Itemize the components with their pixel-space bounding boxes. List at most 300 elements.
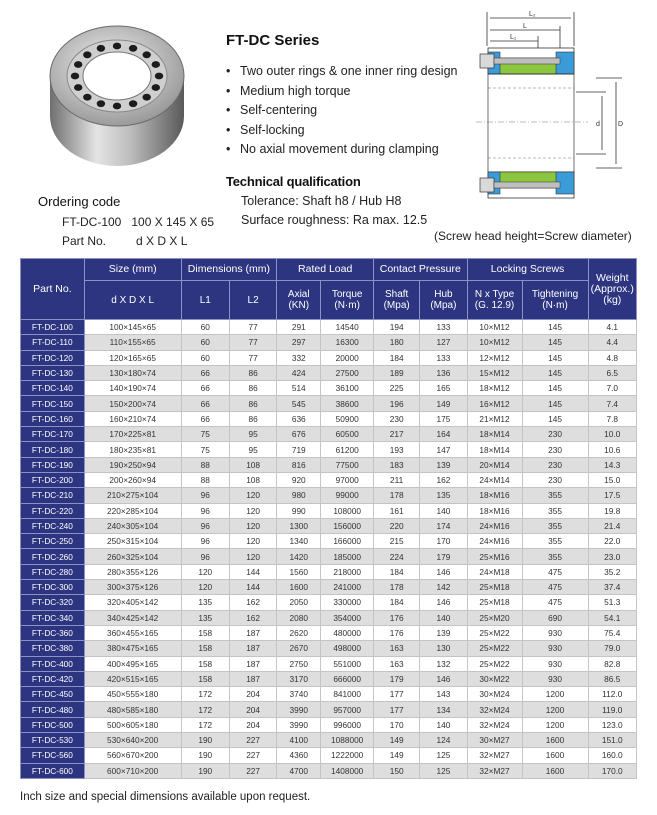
cell-nxtype: 25×M18 — [467, 595, 522, 610]
cell-l2: 120 — [229, 518, 276, 533]
cell-shaft: 180 — [374, 335, 420, 350]
subheader-torque: Torque (N·m) — [321, 281, 374, 320]
cell-weight: 75.4 — [588, 625, 636, 640]
table-row — [21, 365, 637, 380]
screw-note: (Screw head height=Screw diameter) — [434, 229, 632, 243]
cell-tightening: 355 — [522, 549, 588, 564]
cell-torque: 498000 — [321, 641, 374, 656]
bolt-head — [143, 94, 151, 101]
cell-hub: 125 — [420, 763, 467, 778]
spec-table — [20, 258, 637, 779]
cell-torque: 1408000 — [321, 763, 374, 778]
cell-l1: 96 — [181, 549, 229, 564]
cell-l2: 227 — [229, 748, 276, 763]
feature-item: • Self-centering — [240, 101, 458, 121]
cell-part-no: FT-DC-500 — [21, 717, 85, 732]
bolt-head — [83, 51, 91, 58]
cell-axial: 1420 — [277, 549, 321, 564]
cell-shaft: 215 — [374, 534, 420, 549]
header-locking-screws: Locking Screws — [467, 259, 588, 281]
bolt-head — [155, 73, 163, 80]
cell-axial: 3990 — [277, 702, 321, 717]
cell-shaft: 211 — [374, 472, 420, 487]
roughness-text: Surface roughness: Ra max. 12.5 — [241, 213, 428, 227]
cell-size: 500×605×180 — [84, 717, 181, 732]
header-dimensions: Dimensions (mm) — [181, 259, 277, 281]
cell-torque: 841000 — [321, 687, 374, 702]
cell-l1: 96 — [181, 534, 229, 549]
cell-weight: 23.0 — [588, 549, 636, 564]
tolerance-text: Tolerance: Shaft h8 / Hub H8 — [241, 194, 402, 208]
cell-part-no: FT-DC-110 — [21, 335, 85, 350]
cell-torque: 50900 — [321, 411, 374, 426]
cell-weight: 4.4 — [588, 335, 636, 350]
feature-item: • Two outer rings & one inner ring design — [240, 62, 458, 82]
technical-title: Technical qualification — [226, 174, 361, 189]
cell-l2: 162 — [229, 610, 276, 625]
cell-l1: 190 — [181, 763, 229, 778]
cell-torque: 354000 — [321, 610, 374, 625]
cell-nxtype: 18×M14 — [467, 427, 522, 442]
cell-axial: 816 — [277, 457, 321, 472]
cell-hub: 165 — [420, 381, 467, 396]
cell-axial: 1340 — [277, 534, 321, 549]
cell-l2: 187 — [229, 656, 276, 671]
cell-weight: 123.0 — [588, 717, 636, 732]
cell-weight: 22.0 — [588, 534, 636, 549]
header-contact-pressure: Contact Pressure — [374, 259, 467, 281]
cell-nxtype: 20×M14 — [467, 457, 522, 472]
cell-nxtype: 10×M12 — [467, 335, 522, 350]
cell-hub: 133 — [420, 350, 467, 365]
cell-shaft: 230 — [374, 411, 420, 426]
cell-torque: 97000 — [321, 472, 374, 487]
cell-tightening: 1600 — [522, 748, 588, 763]
footnote: Inch size and special dimensions available upon request. — [20, 791, 311, 803]
cell-size: 340×425×142 — [84, 610, 181, 625]
cell-weight: 86.5 — [588, 671, 636, 686]
cell-axial: 2670 — [277, 641, 321, 656]
bolt-head — [97, 100, 105, 107]
weight-unit: (kg) — [603, 293, 622, 306]
cell-tightening: 1200 — [522, 687, 588, 702]
cell-l1: 66 — [181, 381, 229, 396]
cell-torque: 185000 — [321, 549, 374, 564]
cell-weight: 14.3 — [588, 457, 636, 472]
cell-l1: 96 — [181, 518, 229, 533]
cell-axial: 424 — [277, 365, 321, 380]
cell-l1: 88 — [181, 472, 229, 487]
cell-hub: 134 — [420, 702, 467, 717]
cell-part-no: FT-DC-120 — [21, 350, 85, 365]
cell-part-no: FT-DC-220 — [21, 503, 85, 518]
cell-hub: 174 — [420, 518, 467, 533]
cell-l2: 77 — [229, 335, 276, 350]
cell-shaft: 149 — [374, 733, 420, 748]
bolt-head — [129, 45, 137, 52]
table-row — [21, 748, 637, 763]
table-row — [21, 733, 637, 748]
cell-l2: 86 — [229, 381, 276, 396]
table-row — [21, 534, 637, 549]
cell-axial: 719 — [277, 442, 321, 457]
cell-l2: 204 — [229, 717, 276, 732]
subheader-nxtype: N x Type (G. 12.9) — [467, 281, 522, 320]
cell-shaft: 177 — [374, 687, 420, 702]
cell-hub: 164 — [420, 427, 467, 442]
cell-nxtype: 18×M16 — [467, 503, 522, 518]
bolt-head — [152, 61, 160, 68]
cell-shaft: 224 — [374, 549, 420, 564]
cell-hub: 140 — [420, 503, 467, 518]
bolt-head — [113, 43, 121, 50]
ordering-legend: Part No. d X D X L — [62, 234, 188, 248]
table-row — [21, 472, 637, 487]
cell-axial: 297 — [277, 335, 321, 350]
cell-tightening: 145 — [522, 411, 588, 426]
table-row — [21, 656, 637, 671]
cell-l2: 120 — [229, 549, 276, 564]
cell-hub: 133 — [420, 320, 467, 335]
cell-nxtype: 21×M12 — [467, 411, 522, 426]
cell-tightening: 1600 — [522, 733, 588, 748]
cell-tightening: 230 — [522, 427, 588, 442]
cell-weight: 37.4 — [588, 580, 636, 595]
cell-part-no: FT-DC-560 — [21, 748, 85, 763]
bolt-head — [152, 84, 160, 91]
cell-size: 480×585×180 — [84, 702, 181, 717]
feature-list — [240, 62, 458, 160]
cell-hub: 146 — [420, 595, 467, 610]
cell-size: 380×475×165 — [84, 641, 181, 656]
cell-nxtype: 32×M27 — [467, 748, 522, 763]
cell-shaft: 220 — [374, 518, 420, 533]
cell-shaft: 178 — [374, 488, 420, 503]
cell-weight: 7.0 — [588, 381, 636, 396]
cell-l2: 95 — [229, 427, 276, 442]
cell-part-no: FT-DC-480 — [21, 702, 85, 717]
cell-nxtype: 18×M14 — [467, 442, 522, 457]
cell-torque: 77500 — [321, 457, 374, 472]
cell-weight: 35.2 — [588, 564, 636, 579]
bolt-head — [74, 84, 82, 91]
cell-torque: 38600 — [321, 396, 374, 411]
subheader-axial: Axial (KN) — [277, 281, 321, 320]
cell-shaft: 184 — [374, 350, 420, 365]
label-D: D — [618, 121, 624, 128]
cell-part-no: FT-DC-130 — [21, 365, 85, 380]
cell-tightening: 690 — [522, 610, 588, 625]
cell-axial: 2050 — [277, 595, 321, 610]
bolt-head — [83, 94, 91, 101]
cell-part-no: FT-DC-140 — [21, 381, 85, 396]
cell-part-no: FT-DC-190 — [21, 457, 85, 472]
cell-l2: 144 — [229, 580, 276, 595]
table-row — [21, 763, 637, 778]
cell-size: 560×670×200 — [84, 748, 181, 763]
cell-l1: 75 — [181, 442, 229, 457]
cell-l1: 190 — [181, 748, 229, 763]
series-title: FT-DC Series — [226, 32, 320, 49]
cell-torque: 60500 — [321, 427, 374, 442]
cell-size: 420×515×165 — [84, 671, 181, 686]
cell-weight: 82.8 — [588, 656, 636, 671]
cell-l1: 120 — [181, 564, 229, 579]
cell-size: 160×210×74 — [84, 411, 181, 426]
cell-tightening: 1200 — [522, 702, 588, 717]
cell-axial: 4360 — [277, 748, 321, 763]
cell-l1: 158 — [181, 641, 229, 656]
cell-l2: 108 — [229, 472, 276, 487]
cell-shaft: 194 — [374, 320, 420, 335]
cell-l1: 96 — [181, 503, 229, 518]
cell-tightening: 355 — [522, 488, 588, 503]
cell-axial: 332 — [277, 350, 321, 365]
cell-weight: 160.0 — [588, 748, 636, 763]
cell-l2: 120 — [229, 503, 276, 518]
cell-l1: 96 — [181, 488, 229, 503]
cell-nxtype: 24×M14 — [467, 472, 522, 487]
cell-nxtype: 24×M16 — [467, 534, 522, 549]
cell-l1: 75 — [181, 427, 229, 442]
cell-nxtype: 25×M22 — [467, 656, 522, 671]
label-l: L — [523, 23, 527, 30]
table-row — [21, 427, 637, 442]
subheader-l1: L1 — [181, 281, 229, 320]
table-row — [21, 457, 637, 472]
cell-torque: 16300 — [321, 335, 374, 350]
cell-l1: 60 — [181, 350, 229, 365]
cell-l2: 86 — [229, 411, 276, 426]
cell-shaft: 179 — [374, 671, 420, 686]
cell-l2: 144 — [229, 564, 276, 579]
table-row — [21, 610, 637, 625]
cell-l1: 60 — [181, 320, 229, 335]
cell-tightening: 355 — [522, 503, 588, 518]
screw-head-bottom — [480, 178, 494, 192]
cell-torque: 61200 — [321, 442, 374, 457]
feature-item: • Medium high torque — [240, 82, 458, 102]
cell-weight: 170.0 — [588, 763, 636, 778]
table-row — [21, 625, 637, 640]
cell-nxtype: 32×M24 — [467, 717, 522, 732]
header-rated-load: Rated Load — [277, 259, 374, 281]
cell-shaft: 178 — [374, 580, 420, 595]
cell-size: 450×555×180 — [84, 687, 181, 702]
cell-shaft: 149 — [374, 748, 420, 763]
cell-l1: 120 — [181, 580, 229, 595]
cell-torque: 27500 — [321, 365, 374, 380]
cell-axial: 514 — [277, 381, 321, 396]
cell-shaft: 196 — [374, 396, 420, 411]
cell-shaft: 184 — [374, 595, 420, 610]
subheader-hub: Hub (Mpa) — [420, 281, 467, 320]
cell-l2: 77 — [229, 320, 276, 335]
cell-l1: 172 — [181, 687, 229, 702]
cell-axial: 4100 — [277, 733, 321, 748]
cell-l2: 77 — [229, 350, 276, 365]
cell-shaft: 170 — [374, 717, 420, 732]
cell-weight: 119.0 — [588, 702, 636, 717]
cell-nxtype: 24×M16 — [467, 518, 522, 533]
label-d: d — [596, 121, 600, 128]
table-row — [21, 518, 637, 533]
cell-size: 200×260×94 — [84, 472, 181, 487]
cell-tightening: 145 — [522, 335, 588, 350]
cell-part-no: FT-DC-250 — [21, 534, 85, 549]
cell-part-no: FT-DC-530 — [21, 733, 85, 748]
table-row — [21, 411, 637, 426]
cell-torque: 666000 — [321, 671, 374, 686]
cell-nxtype: 25×M20 — [467, 610, 522, 625]
cell-size: 190×250×94 — [84, 457, 181, 472]
cell-hub: 132 — [420, 656, 467, 671]
cell-torque: 156000 — [321, 518, 374, 533]
cell-torque: 1088000 — [321, 733, 374, 748]
cell-tightening: 355 — [522, 534, 588, 549]
cell-axial: 291 — [277, 320, 321, 335]
cell-size: 150×200×74 — [84, 396, 181, 411]
cell-torque: 551000 — [321, 656, 374, 671]
cell-l2: 86 — [229, 396, 276, 411]
cell-hub: 146 — [420, 671, 467, 686]
cell-shaft: 163 — [374, 656, 420, 671]
cell-l1: 158 — [181, 656, 229, 671]
cell-part-no: FT-DC-180 — [21, 442, 85, 457]
bolt-head — [74, 61, 82, 68]
cell-torque: 166000 — [321, 534, 374, 549]
screw-head-top — [480, 54, 494, 68]
bolt-head — [71, 73, 79, 80]
weight-title: Weight — [596, 271, 629, 284]
cell-axial: 2620 — [277, 625, 321, 640]
cell-size: 530×640×200 — [84, 733, 181, 748]
cell-axial: 676 — [277, 427, 321, 442]
cell-shaft: 176 — [374, 610, 420, 625]
cross-section-diagram — [446, 8, 636, 226]
table-row — [21, 320, 637, 335]
screw-shaft-top — [494, 58, 560, 64]
cell-shaft: 177 — [374, 702, 420, 717]
subheader-shaft: Shaft (Mpa) — [374, 281, 420, 320]
cell-hub: 124 — [420, 733, 467, 748]
cell-l1: 66 — [181, 365, 229, 380]
cell-torque: 20000 — [321, 350, 374, 365]
cell-hub: 142 — [420, 580, 467, 595]
cell-part-no: FT-DC-360 — [21, 625, 85, 640]
cell-tightening: 145 — [522, 350, 588, 365]
subheader-l2: L2 — [229, 281, 276, 320]
cell-axial: 2750 — [277, 656, 321, 671]
table-row — [21, 641, 637, 656]
cell-weight: 19.8 — [588, 503, 636, 518]
cell-torque: 480000 — [321, 625, 374, 640]
feature-item: • Self-locking — [240, 121, 458, 141]
cell-torque: 218000 — [321, 564, 374, 579]
cell-hub: 179 — [420, 549, 467, 564]
cell-torque: 241000 — [321, 580, 374, 595]
table-row — [21, 503, 637, 518]
cell-size: 110×155×65 — [84, 335, 181, 350]
cell-size: 210×275×104 — [84, 488, 181, 503]
cell-part-no: FT-DC-320 — [21, 595, 85, 610]
cell-size: 120×165×65 — [84, 350, 181, 365]
cell-nxtype: 25×M22 — [467, 625, 522, 640]
table-row — [21, 580, 637, 595]
bolt-head — [97, 45, 105, 52]
cell-shaft: 193 — [374, 442, 420, 457]
cell-tightening: 930 — [522, 625, 588, 640]
cell-hub: 140 — [420, 717, 467, 732]
cell-tightening: 1200 — [522, 717, 588, 732]
table-row — [21, 396, 637, 411]
cell-l2: 227 — [229, 763, 276, 778]
cell-part-no: FT-DC-160 — [21, 411, 85, 426]
cell-axial: 1560 — [277, 564, 321, 579]
cell-weight: 4.1 — [588, 320, 636, 335]
cell-weight: 21.4 — [588, 518, 636, 533]
cell-tightening: 145 — [522, 365, 588, 380]
cell-l2: 187 — [229, 671, 276, 686]
cell-l1: 172 — [181, 702, 229, 717]
cell-hub: 139 — [420, 457, 467, 472]
spec-table-body — [21, 320, 637, 779]
cell-l2: 120 — [229, 534, 276, 549]
cell-nxtype: 12×M12 — [467, 350, 522, 365]
table-row — [21, 350, 637, 365]
cell-l2: 120 — [229, 488, 276, 503]
cell-hub: 136 — [420, 365, 467, 380]
cell-shaft: 189 — [374, 365, 420, 380]
table-row — [21, 381, 637, 396]
cell-tightening: 355 — [522, 518, 588, 533]
cell-shaft: 161 — [374, 503, 420, 518]
cell-size: 130×180×74 — [84, 365, 181, 380]
bolt-head — [143, 51, 151, 58]
cell-hub: 130 — [420, 641, 467, 656]
cell-axial: 990 — [277, 503, 321, 518]
cell-part-no: FT-DC-300 — [21, 580, 85, 595]
cell-nxtype: 25×M22 — [467, 641, 522, 656]
cell-tightening: 230 — [522, 457, 588, 472]
cell-torque: 330000 — [321, 595, 374, 610]
cell-weight: 54.1 — [588, 610, 636, 625]
cell-size: 300×375×126 — [84, 580, 181, 595]
cell-nxtype: 32×M27 — [467, 763, 522, 778]
cell-l1: 66 — [181, 396, 229, 411]
cell-shaft: 183 — [374, 457, 420, 472]
cell-size: 400×495×165 — [84, 656, 181, 671]
cell-l1: 135 — [181, 595, 229, 610]
cell-hub: 125 — [420, 748, 467, 763]
cell-weight: 112.0 — [588, 687, 636, 702]
table-row — [21, 488, 637, 503]
cell-size: 260×325×104 — [84, 549, 181, 564]
table-row — [21, 595, 637, 610]
cell-size: 140×190×74 — [84, 381, 181, 396]
cell-hub: 146 — [420, 564, 467, 579]
cell-tightening: 475 — [522, 595, 588, 610]
cell-part-no: FT-DC-200 — [21, 472, 85, 487]
cell-weight: 6.5 — [588, 365, 636, 380]
cell-l2: 187 — [229, 625, 276, 640]
cell-hub: 170 — [420, 534, 467, 549]
cell-shaft: 176 — [374, 625, 420, 640]
ring-bore — [83, 52, 151, 100]
cell-hub: 147 — [420, 442, 467, 457]
cell-tightening: 475 — [522, 580, 588, 595]
cell-size: 100×145×65 — [84, 320, 181, 335]
